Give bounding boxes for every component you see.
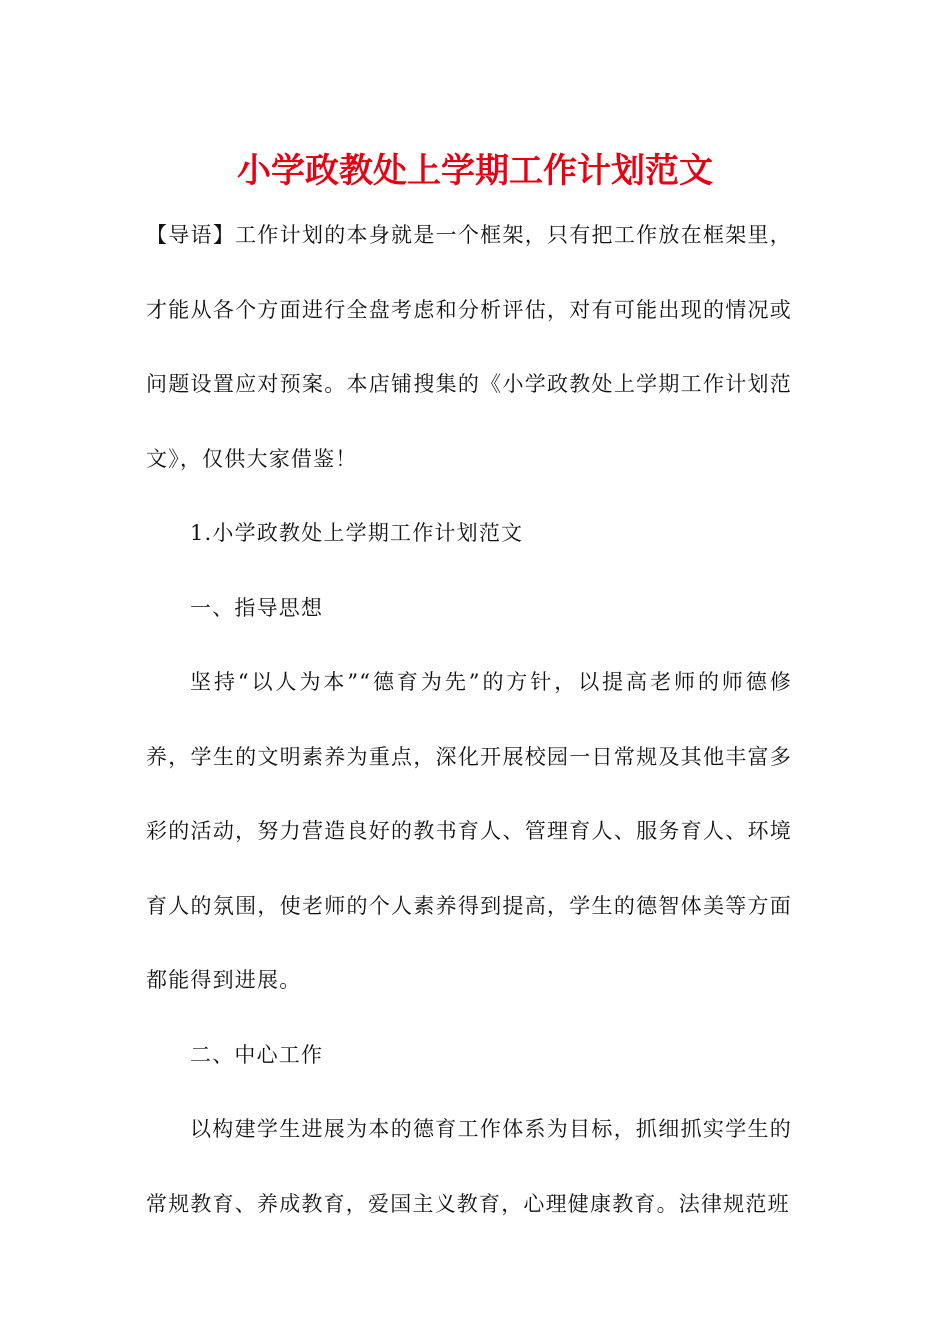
subheading-guiding-ideology: 一、指导思想 <box>190 595 324 620</box>
document-title: 小学政教处上学期工作计划范文 <box>237 151 713 191</box>
paragraph-guiding-ideology: 坚持“以人为本”“德育为先”的方针，以提高老师的师德修养，学生的文明素养为重点，深化开展校园一日常规及其他丰富多彩的活动，努力营造良好的教书育人、管理育人、服务育人、环境育人的氛围，使老师的个人素养得到提高，学生的德智体美等方面都能得到进展。 <box>146 670 792 992</box>
document-body <box>146 198 792 1241</box>
section-heading-1: 1.小学政教处上学期工作计划范文 <box>190 521 524 545</box>
paragraph-central-work: 以构建学生进展为本的德育工作体系为目标，抓细抓实学生的常规教育、养成教育，爱国主义教育，心理健康教育。法律规范班 <box>146 1117 792 1216</box>
subheading-central-work: 二、中心工作 <box>190 1042 324 1067</box>
intro-paragraph: 【导语】工作计划的本身就是一个框架，只有把工作放在框架里，才能从各个方面进行全盘考虑和分析评估，对有可能出现的情况或问题设置应对预案。本店铺搜集的《小学政教处上学期工作计划范文》，仅供大家借鉴！ <box>146 223 792 471</box>
